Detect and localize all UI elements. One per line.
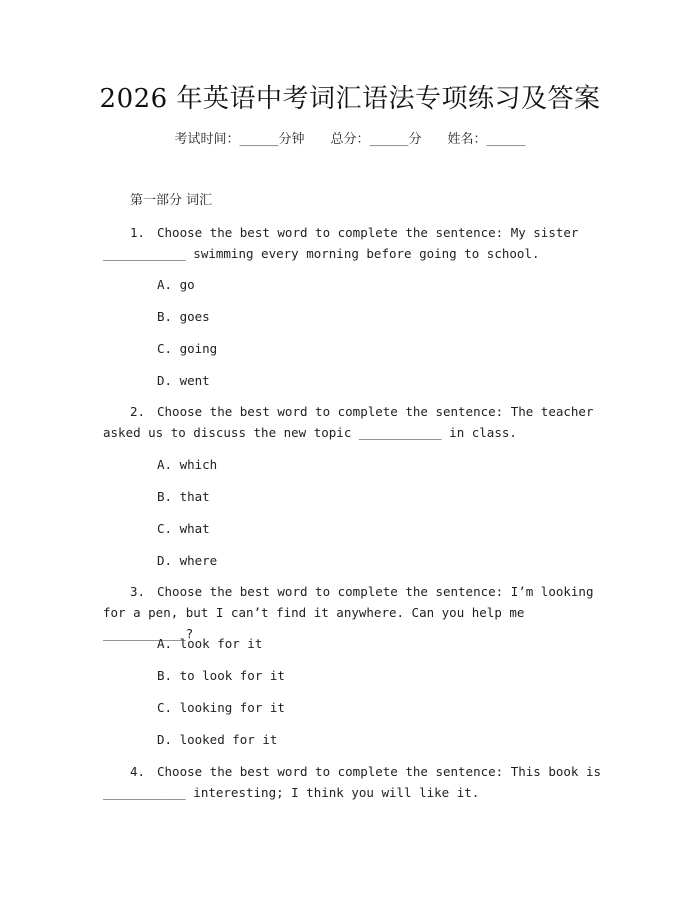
question-2-option-a: A. which <box>157 457 218 472</box>
question-2-option-c: C. what <box>157 521 210 536</box>
question-1-option-b: B. goes <box>157 309 210 324</box>
question-text: Choose the best word to complete the sentence: I’m looking for a pen, but I can’t find it anywhere. Can you help me ___________? <box>103 584 594 641</box>
question-number: 1. <box>130 225 146 240</box>
question-2-option-d: D. where <box>157 553 218 568</box>
question-number: 3. <box>130 584 146 599</box>
question-number: 4. <box>130 764 146 779</box>
question-3-option-d: D. looked for it <box>157 732 278 747</box>
question-1-option-a: A. go <box>157 277 195 292</box>
question-4 <box>103 761 603 803</box>
total-score-field: 总分：______分 <box>330 132 422 147</box>
exam-info-line <box>0 130 700 150</box>
exam-time-field: 考试时间：______分钟 <box>174 132 305 147</box>
section-heading: 第一部分 词汇 <box>130 193 213 208</box>
question-text: Choose the best word to complete the sentence: This book is ___________ interesting; I think you will like it. <box>103 764 602 800</box>
question-3-option-b: B. to look for it <box>157 668 285 683</box>
question-1-option-d: D. went <box>157 373 210 388</box>
page-title: 2026 年英语中考词汇语法专项练习及答案 <box>99 84 601 114</box>
question-2 <box>103 401 603 443</box>
student-name-field: 姓名：______ <box>447 132 526 147</box>
question-2-option-b: B. that <box>157 489 210 504</box>
question-3-option-c: C. looking for it <box>157 700 285 715</box>
question-number: 2. <box>130 404 146 419</box>
question-1-option-c: C. going <box>157 341 218 356</box>
question-text: Choose the best word to complete the sentence: The teacher asked us to discuss the new topic ___________ in class. <box>103 404 594 440</box>
question-text: Choose the best word to complete the sentence: My sister ___________ swimming every morning before going to school. <box>103 225 579 261</box>
question-1 <box>103 222 603 264</box>
question-3-option-a: A. look for it <box>157 636 263 651</box>
